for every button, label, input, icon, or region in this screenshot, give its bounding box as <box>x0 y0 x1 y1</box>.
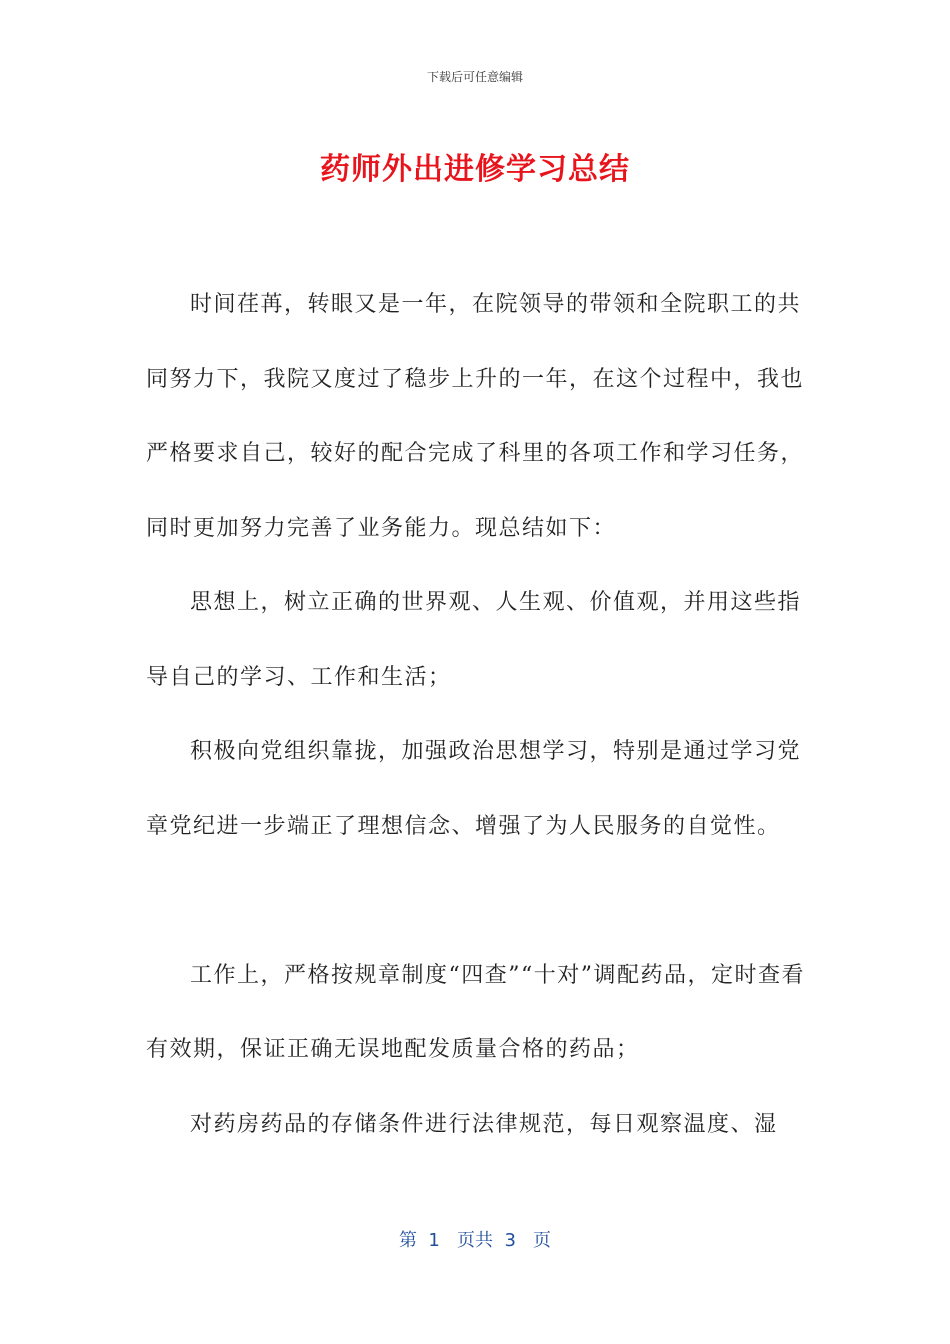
document-body <box>146 268 806 1162</box>
paragraph-4: 工作上，严格按规章制度“四查”“十对”调配药品，定时查看有效期，保证正确无误地配发质量合格的药品； <box>146 962 805 1062</box>
paragraph-2: 思想上，树立正确的世界观、人生观、价值观，并用这些指导自己的学习、工作和生活； <box>146 590 802 690</box>
header-note: 下载后可任意编辑 <box>426 70 523 84</box>
paragraph-1: 时间荏苒，转眼又是一年，在院领导的带领和全院职工的共同努力下，我院又度过了稳步上升的一年，在这个过程中，我也严格要求自己，较好的配合完成了科里的各项工作和学习任务，同时更加努力完善了业务能力。现总结如下： <box>146 292 805 541</box>
document-title: 药师外出进修学习总结 <box>320 152 630 187</box>
paragraph-5: 对药房药品的存储条件进行法律规范，每日观察温度、湿 <box>190 1111 778 1137</box>
paragraph-spacer <box>146 864 806 939</box>
page-number-footer: 第 1 页共 3 页 <box>398 1230 552 1251</box>
paragraph-3: 积极向党组织靠拢，加强政治思想学习，特别是通过学习党章党纪进一步端正了理想信念、增强了为人民服务的自觉性。 <box>146 739 802 839</box>
